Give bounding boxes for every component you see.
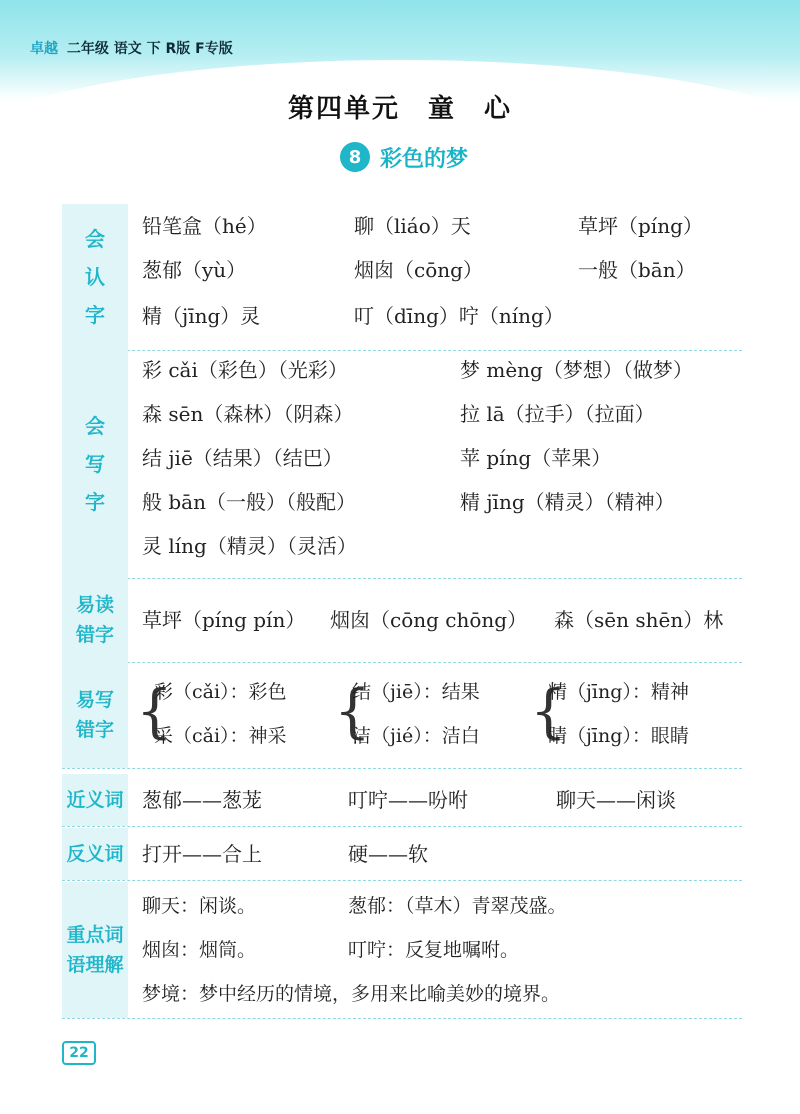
keyword-item: 烟囱：烟筒。: [142, 939, 257, 961]
miswrite-item: 睛（jīng）：眼睛: [548, 725, 689, 747]
brand-text: 二年级 语文 下 R版 F专版: [66, 41, 233, 57]
miswrite-item: 洁（jié）：洁白: [352, 725, 480, 747]
section-label: 易写 错字: [62, 662, 128, 768]
antonym-item: 打开——合上: [142, 842, 262, 866]
section-label: 会 写 字: [62, 350, 128, 578]
lesson-number-badge: 8: [340, 142, 370, 172]
brace-icon: {: [334, 677, 371, 745]
section-miswrite: [62, 662, 742, 769]
miswrite-item: 彩（cǎi）：彩色: [154, 681, 287, 703]
miswrite-item: 采（cǎi）：神采: [154, 725, 287, 747]
miswrite-item: 精（jīng）：精神: [548, 681, 689, 703]
recognize-item: 聊（liáo）天: [354, 214, 471, 238]
lesson-heading: [340, 140, 468, 174]
section-antonyms: [62, 828, 742, 881]
keyword-item: 叮咛：反复地嘱咐。: [348, 939, 520, 961]
section-recognize: [62, 204, 742, 351]
write-item: 般 bān（一般）（般配）: [142, 490, 356, 514]
write-item: 苹 píng（苹果）: [460, 446, 612, 470]
synonym-item: 聊天——闲谈: [556, 788, 676, 812]
misread-item: 草坪（píng pín）: [142, 608, 306, 632]
page-number: 22: [62, 1041, 96, 1065]
recognize-item: 一般（bān）: [578, 258, 696, 282]
brace-icon: {: [136, 677, 173, 745]
recognize-item: 铅笔盒（hé）: [142, 214, 267, 238]
miswrite-item: 结（jiē）：结果: [352, 681, 480, 703]
write-item: 彩 cǎi（彩色）（光彩）: [142, 358, 348, 382]
write-item: 精 jīng（精灵）（精神）: [460, 490, 675, 514]
write-item: 灵 líng（精灵）（灵活）: [142, 534, 357, 558]
section-label: 易读 错字: [62, 578, 128, 662]
section-label: 近义词: [62, 774, 128, 826]
write-item: 梦 mèng（梦想）（做梦）: [460, 358, 693, 382]
recognize-item: 草坪（píng）: [578, 214, 703, 238]
section-write: [62, 350, 742, 579]
section-keywords: [62, 882, 742, 1019]
brace-icon: {: [530, 677, 567, 745]
recognize-item: 叮（dīng）咛（níng）: [354, 304, 564, 328]
keyword-item: 梦境：梦中经历的情境，多用来比喻美妙的境界。: [142, 983, 561, 1005]
section-label: 重点词 语理解: [62, 882, 128, 1018]
write-item: 拉 lā（拉手）（拉面）: [460, 402, 655, 426]
misread-item: 烟囱（cōng chōng）: [330, 608, 528, 632]
synonym-item: 葱郁——葱茏: [142, 788, 262, 812]
keyword-item: 葱郁：（草木）青翠茂盛。: [348, 895, 567, 917]
logo: 卓越: [30, 41, 58, 57]
brand-line: [30, 38, 233, 58]
synonym-item: 叮咛——吩咐: [348, 788, 468, 812]
unit-title: 第四单元 童 心: [287, 94, 512, 124]
section-synonyms: [62, 774, 742, 827]
lesson-title: 彩色的梦: [380, 146, 469, 172]
write-item: 森 sēn（森林）（阴森）: [142, 402, 354, 426]
recognize-item: 烟囱（cōng）: [354, 258, 483, 282]
recognize-item: 葱郁（yù）: [142, 258, 247, 282]
section-label: 会 认 字: [62, 204, 128, 350]
section-label: 反义词: [62, 828, 128, 880]
keyword-item: 聊天：闲谈。: [142, 895, 257, 917]
section-misread: [62, 578, 742, 663]
write-item: 结 jiē（结果）（结巴）: [142, 446, 343, 470]
misread-item: 森（sēn shēn）林: [554, 608, 724, 632]
antonym-item: 硬——软: [348, 842, 428, 866]
recognize-item: 精（jīng）灵: [142, 304, 261, 328]
